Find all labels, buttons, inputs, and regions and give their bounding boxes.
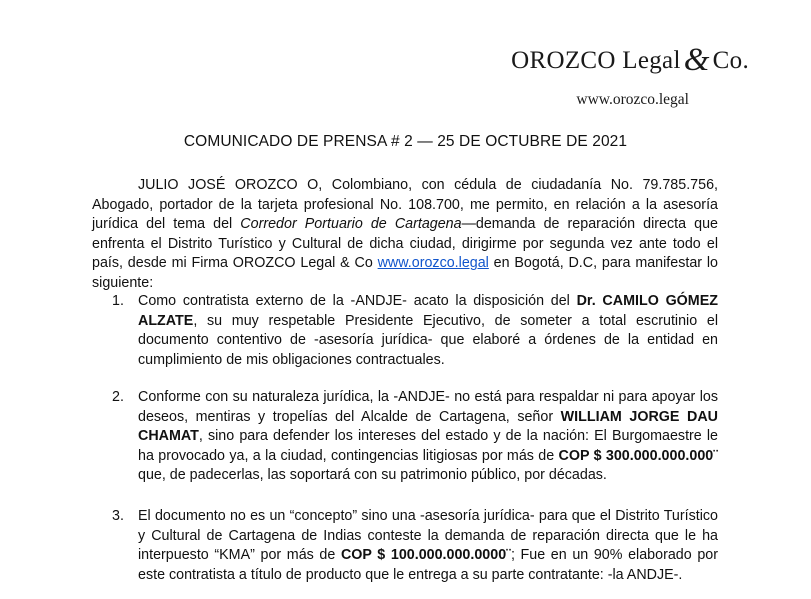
brand-ampersand: &	[683, 42, 710, 78]
item-text-segment: , su muy respetable Presidente Ejecutivo, de someter a total escrutinio el documento contentivo de -asesoría jurídica- que elaboré a órdenes de la entidad en cumplimiento de mis obligaciones contractuales.	[138, 312, 718, 368]
item-text-segment: Conforme con su naturaleza jurídica, la -ANDJE- no está para respaldar ni para apoyar los deseos, mentiras y tropelías del Alcalde de Cartagena, señor	[138, 389, 718, 425]
item-text-segment: , sino para defender los intereses del estado y de la nación: El Burgomaestre le ha provocado ya, a la ciudad, contingencias litigiosas por más de	[138, 428, 718, 464]
document-title: COMUNICADO DE PRENSA # 2 — 25 DE OCTUBRE DE 2021	[183, 133, 628, 150]
item-bold-name: WILLIAM JORGE DAU CHAMAT	[138, 408, 718, 445]
brand-name: OROZCO Legal	[511, 47, 681, 74]
website-text: www.orozco.legal	[576, 91, 689, 108]
list-item-2	[112, 388, 718, 486]
list-item-text	[138, 507, 718, 585]
website-link[interactable]: www.orozco.legal	[377, 255, 489, 272]
brand-logo	[511, 42, 749, 79]
item-text-segment: El documento no es un “concepto” sino una -asesoría jurídica- para que el Distrito Turístico y Cultural de Cartagena de Indias conteste la demanda de reparación directa que le ha interpuesto “KMA” por más de	[138, 508, 718, 564]
list-number: 1.	[112, 293, 124, 309]
list-item-3	[112, 507, 718, 585]
intro-text-1: JULIO JOSÉ OROZCO O, Colombiano, con cédula de ciudadanía No. 79.785.756, Abogado, portador de la tarjeta profesional No. 108.700, me permito, en relación a la asesoría jurídica del tema del	[92, 177, 718, 233]
item-text-segment: Como contratista externo de la -ANDJE- acato la disposición del	[138, 293, 577, 309]
intro-text-2: —demanda de reparación directa que enfrenta el Distrito Turístico y Cultural de dicha ciudad, dirigirme por segunda vez ante todo el país, desde mi Firma OROZCO Legal & Co	[92, 216, 718, 272]
intro-text-3: en Bogotá, D.C, para manifestar lo siguiente:	[92, 255, 718, 291]
intro-italic: Corredor Portuario de Cartagena	[240, 216, 462, 233]
list-number: 2.	[112, 389, 124, 405]
intro-paragraph	[92, 176, 718, 294]
list-item-text	[138, 292, 718, 370]
item-bold-name: Dr. CAMILO GÓMEZ ALZATE	[138, 293, 718, 329]
item-text-segment: que, de padecerlas, las soportará con su patrimonio público, por décadas.	[138, 467, 607, 484]
item-bold-amount: COP $ 300.000.000.000¨	[558, 447, 718, 464]
list-item-1	[112, 292, 718, 370]
brand-suffix: Co.	[712, 47, 749, 74]
item-bold-amount: COP $ 100.000.000.0000¨	[340, 547, 511, 564]
letterhead	[511, 42, 749, 109]
item-text-segment: ; Fue en un 90% elaborado por este contratista a título de producto que le entrega a su parte contratante: -la ANDJE-.	[138, 547, 718, 583]
list-number: 3.	[112, 508, 124, 524]
list-item-text	[138, 388, 718, 486]
